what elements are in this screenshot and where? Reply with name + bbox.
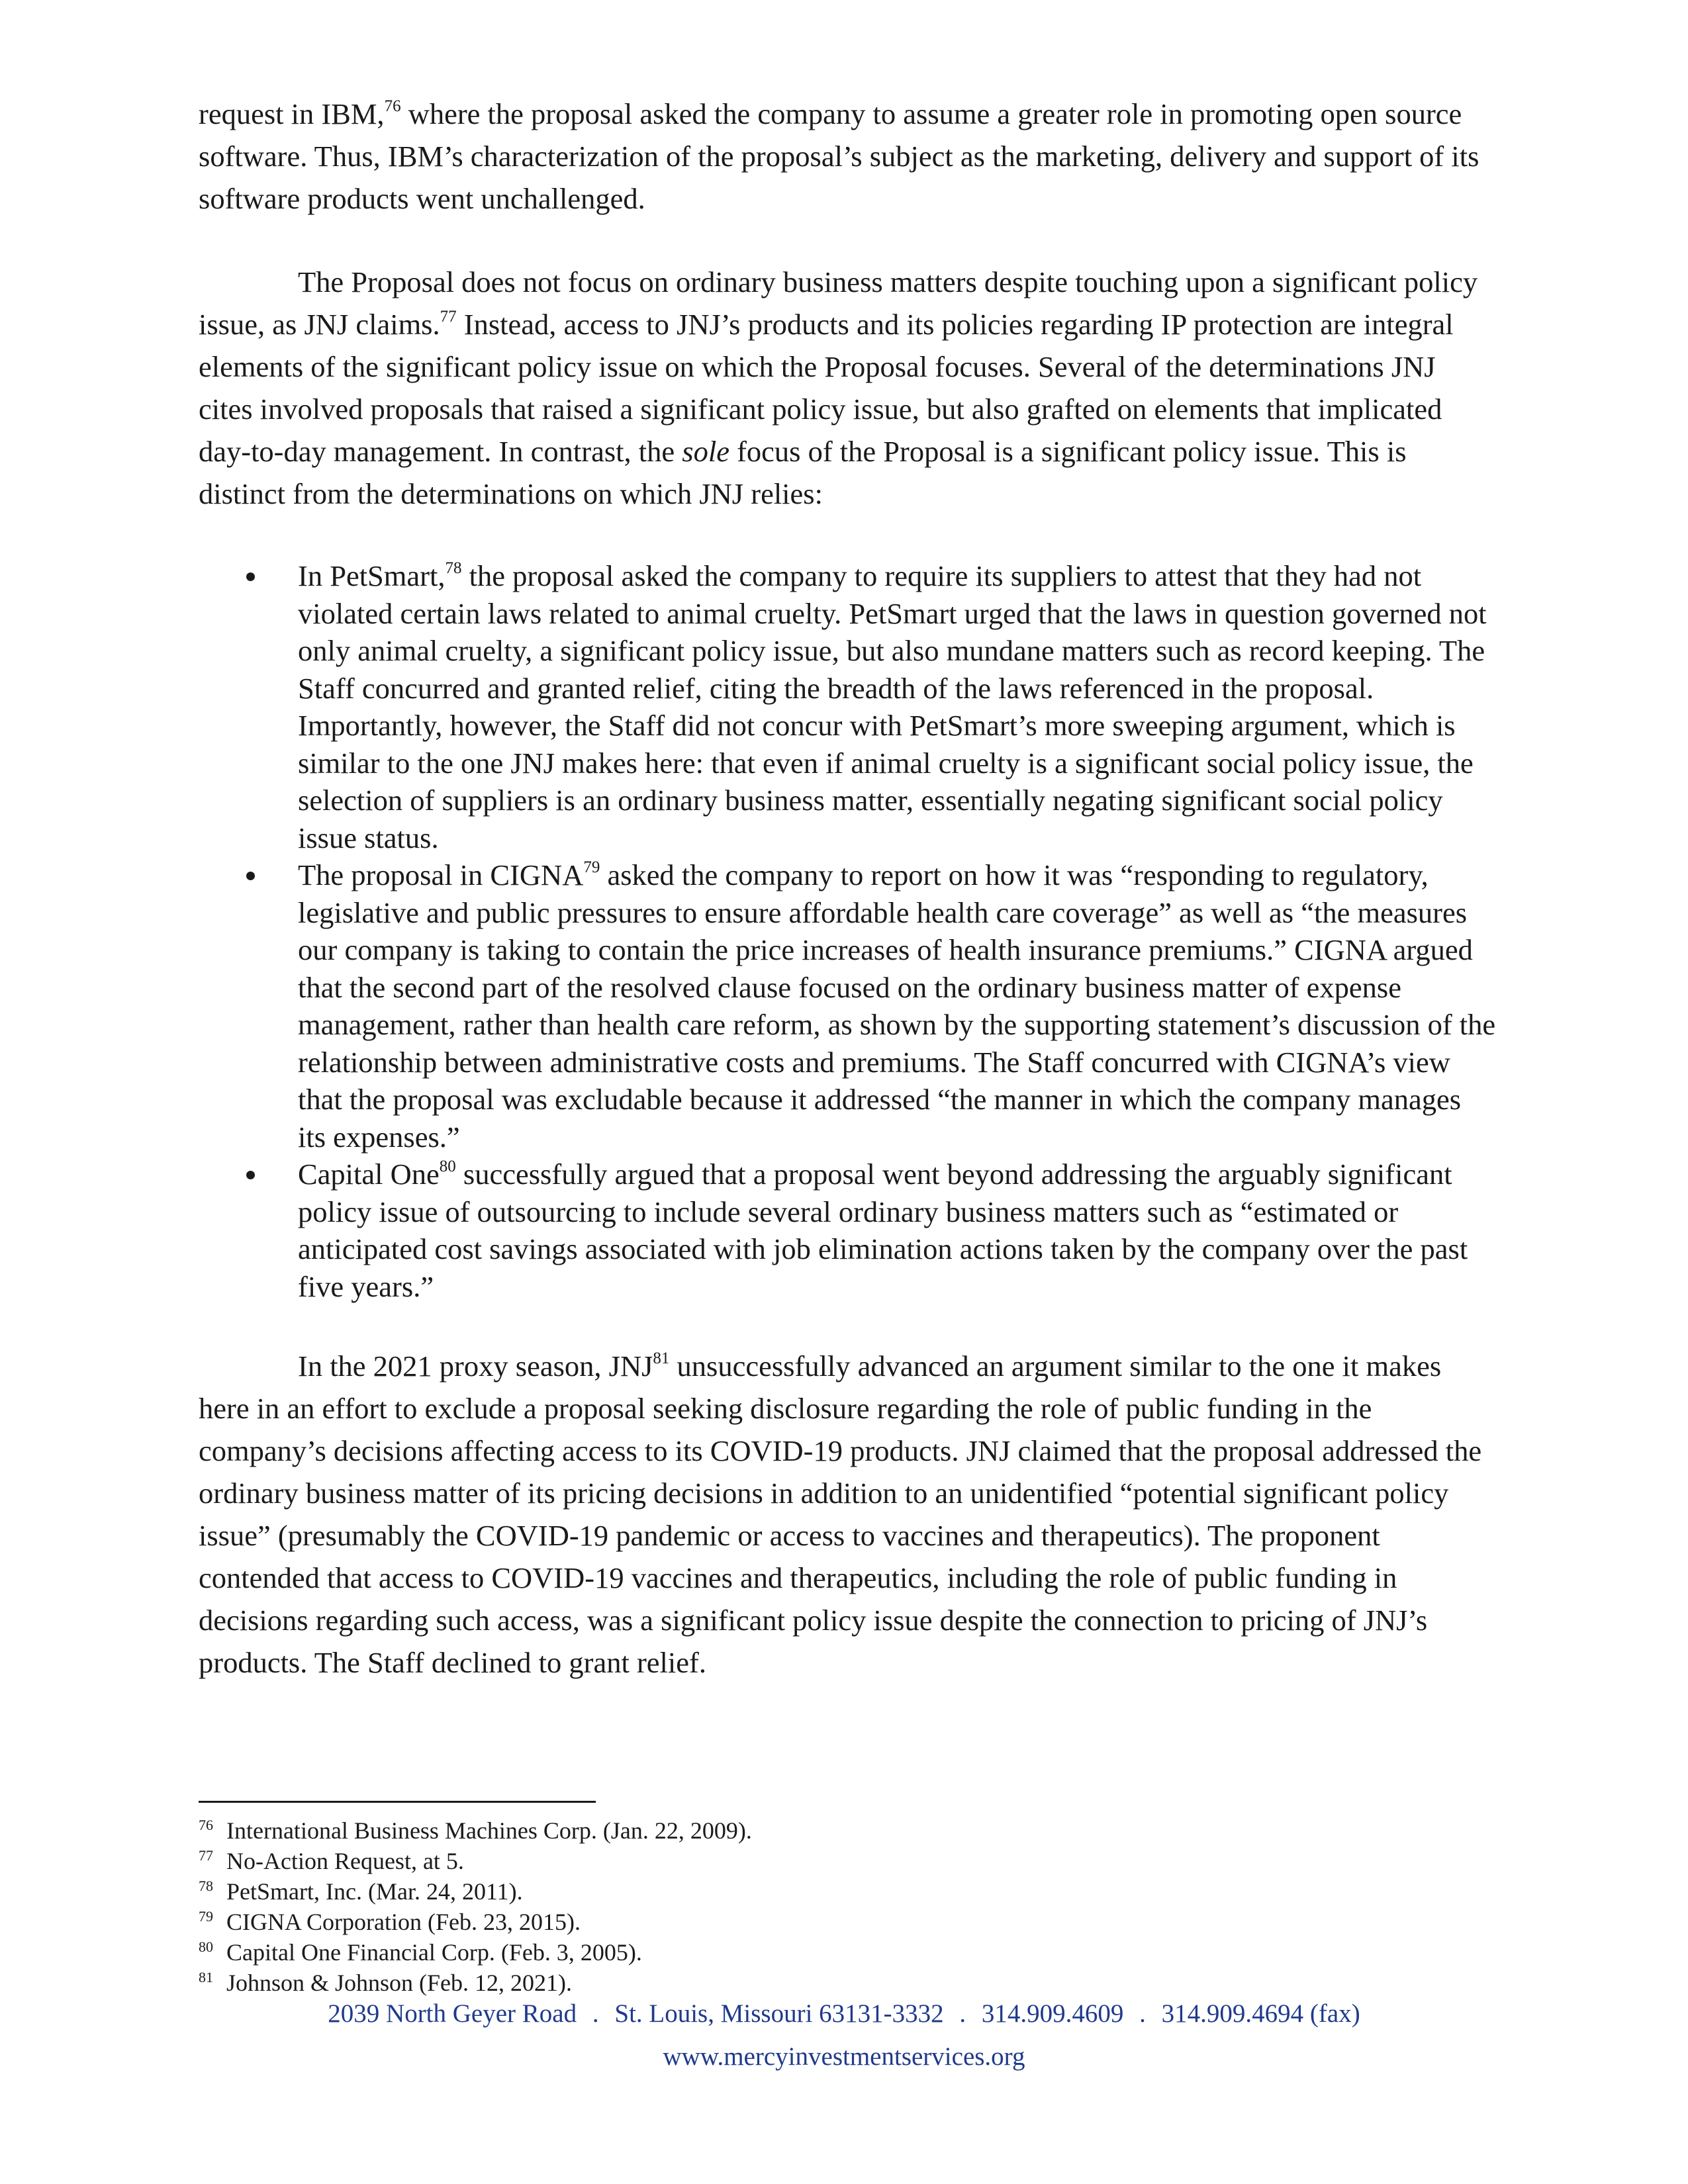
footnote-77: $^{77}$ No-Action Request, at 5.: [199, 1847, 464, 1874]
footnote-text: International Business Machines Corp. (Jan. 22, 2009).: [226, 1817, 752, 1844]
footer-city: St. Louis, Missouri 63131-3332: [614, 1999, 944, 2028]
footnote-text: PetSmart, Inc. (Mar. 24, 2011).: [226, 1878, 523, 1905]
list-item-text: the proposal asked the company to require its suppliers to attest that they had not violated certain laws related to animal cruelty. PetSmart urged that the laws in question governed not only animal cruelty, a significant policy issue, but also mundane matters such as record keeping. The Staff concurred and granted relief, citing the breadth of the laws referenced in the proposal. Importantly, however, the Staff did not concur with PetSmart’s more sweeping argument, which is similar to the one JNJ makes here: that even if animal cruelty is a significant social policy issue, the selection of suppliers is an ordinary business matter, essentially negating significant social policy issue status.: [298, 559, 1487, 854]
footnote-ref-79[interactable]: 79: [583, 858, 600, 876]
footer-fax: 314.909.4694 (fax): [1161, 1999, 1360, 2028]
paragraph-ibm: [199, 93, 1496, 220]
list-item-capital-one: [199, 1156, 1496, 1305]
footnote-ref-76[interactable]: 76: [384, 97, 401, 115]
footer-contact: [0, 1999, 1688, 2028]
footer-phone[interactable]: 314.909.4609: [981, 1999, 1124, 2028]
paragraph-2021-proxy-season: [199, 1345, 1496, 1684]
paragraph-text: unsuccessfully advanced an argument similar to the one it makes here in an effort to exclude a proposal seeking disclosure regarding the role of public funding in the company’s decisions affecting access to its COVID-19 products. JNJ claimed that the proposal addressed the ordinary business matter of its pricing decisions in addition to an unidentified “potential significant policy issue” (presumably the COVID-19 pandemic or access to vaccines and therapeutics). The proponent contended that access to COVID-19 vaccines and therapeutics, including the role of public funding in decisions regarding such access, was a significant policy issue despite the connection to pricing of JNJ’s products. The Staff declined to grant relief.: [199, 1349, 1482, 1679]
footnote-ref-81[interactable]: 81: [653, 1349, 670, 1367]
footnote-81: $^{81}$ Johnson & Johnson (Feb. 12, 2021).: [199, 1969, 573, 1996]
paragraph-text: focus of the Proposal is a significant policy issue. This is distinct from the determinations on which JNJ relies:: [199, 435, 1407, 510]
list-item-text: Capital One: [298, 1158, 440, 1191]
paragraph-text: In the 2021 proxy season, JNJ: [298, 1349, 653, 1383]
footnote-ref-77[interactable]: 77: [440, 308, 457, 326]
footnote-80: $^{80}$ Capital One Financial Corp. (Feb. 3, 2005).: [199, 1938, 642, 1966]
footnote-text: Capital One Financial Corp. (Feb. 3, 2005).: [226, 1939, 642, 1966]
determinations-list: [199, 557, 1496, 1305]
paragraph-text: Instead, access to JNJ’s products and its policies regarding IP protection are integral elements of the significant policy issue on which the Proposal focuses. Several of the determinations JNJ cites involved proposals that raised a significant policy issue, but also grafted on elements that implicated day-to-day management. In contrast, the: [199, 308, 1454, 468]
document-body: [199, 93, 1496, 1684]
footnote-ref-78[interactable]: 78: [445, 559, 462, 577]
footer-separator: .: [959, 1999, 966, 2028]
footnote-78: $^{78}$ PetSmart, Inc. (Mar. 24, 2011).: [199, 1878, 523, 1905]
paragraph-text: The Proposal does not focus on ordinary business matters despite touching upon a significant policy issue, as JNJ claims.: [199, 265, 1478, 341]
bullet-icon: [246, 572, 255, 581]
bullet-icon: [246, 872, 255, 880]
footnotes: [199, 1815, 1456, 1998]
list-item-text: asked the company to report on how it was “responding to regulatory, legislative and public pressures to ensure affordable health care coverage” as well as “the measures our company is taking to contain the price increases of health insurance premiums.” CIGNA argued that the second part of the resolved clause focused on the ordinary business matter of expense management, rather than health care reform, as shown by the supporting statement’s discussion of the relationship between administrative costs and premiums. The Staff concurred with CIGNA’s view that the proposal was excludable because it addressed “the manner in which the company manages its expenses.”: [298, 858, 1496, 1154]
footnote-divider: [199, 1801, 596, 1803]
footer-website-link[interactable]: www.mercyinvestmentservices.org: [663, 2042, 1025, 2071]
footer-separator: .: [592, 1999, 599, 2028]
paragraph-text: request in IBM,: [199, 97, 385, 130]
paragraph-text: where the proposal asked the company to assume a greater role in promoting open source software. Thus, IBM’s characterization of the proposal’s subject as the marketing, delivery and support of its software products went unchallenged.: [199, 97, 1479, 215]
list-item-cigna: [199, 856, 1496, 1156]
footnote-76: $^{76}$ International Business Machines Corp. (Jan. 22, 2009).: [199, 1817, 752, 1844]
footnote-text: No-Action Request, at 5.: [226, 1848, 464, 1874]
list-item-text: successfully argued that a proposal went beyond addressing the arguably significant policy issue of outsourcing to include several ordinary business matters such as “estimated or anticipated cost savings associated with job elimination actions taken by the company over the past five years.”: [298, 1158, 1468, 1303]
footnote-79: $^{79}$ CIGNA Corporation (Feb. 23, 2015).: [199, 1908, 581, 1935]
list-item-text: In PetSmart,: [298, 559, 445, 592]
footer-website: [0, 2042, 1688, 2071]
footnote-text: CIGNA Corporation (Feb. 23, 2015).: [226, 1909, 581, 1935]
footnote-ref-80[interactable]: 80: [439, 1158, 456, 1175]
footer-separator: .: [1139, 1999, 1146, 2028]
footnote-text: Johnson & Johnson (Feb. 12, 2021).: [226, 1970, 573, 1996]
emphasis-sole: sole: [682, 435, 729, 468]
paragraph-proposal-focus: [199, 261, 1496, 515]
list-item-text: The proposal in CIGNA: [298, 858, 584, 891]
list-item-petsmart: [199, 557, 1496, 856]
footer-address: 2039 North Geyer Road: [328, 1999, 577, 2028]
bullet-icon: [246, 1171, 255, 1179]
